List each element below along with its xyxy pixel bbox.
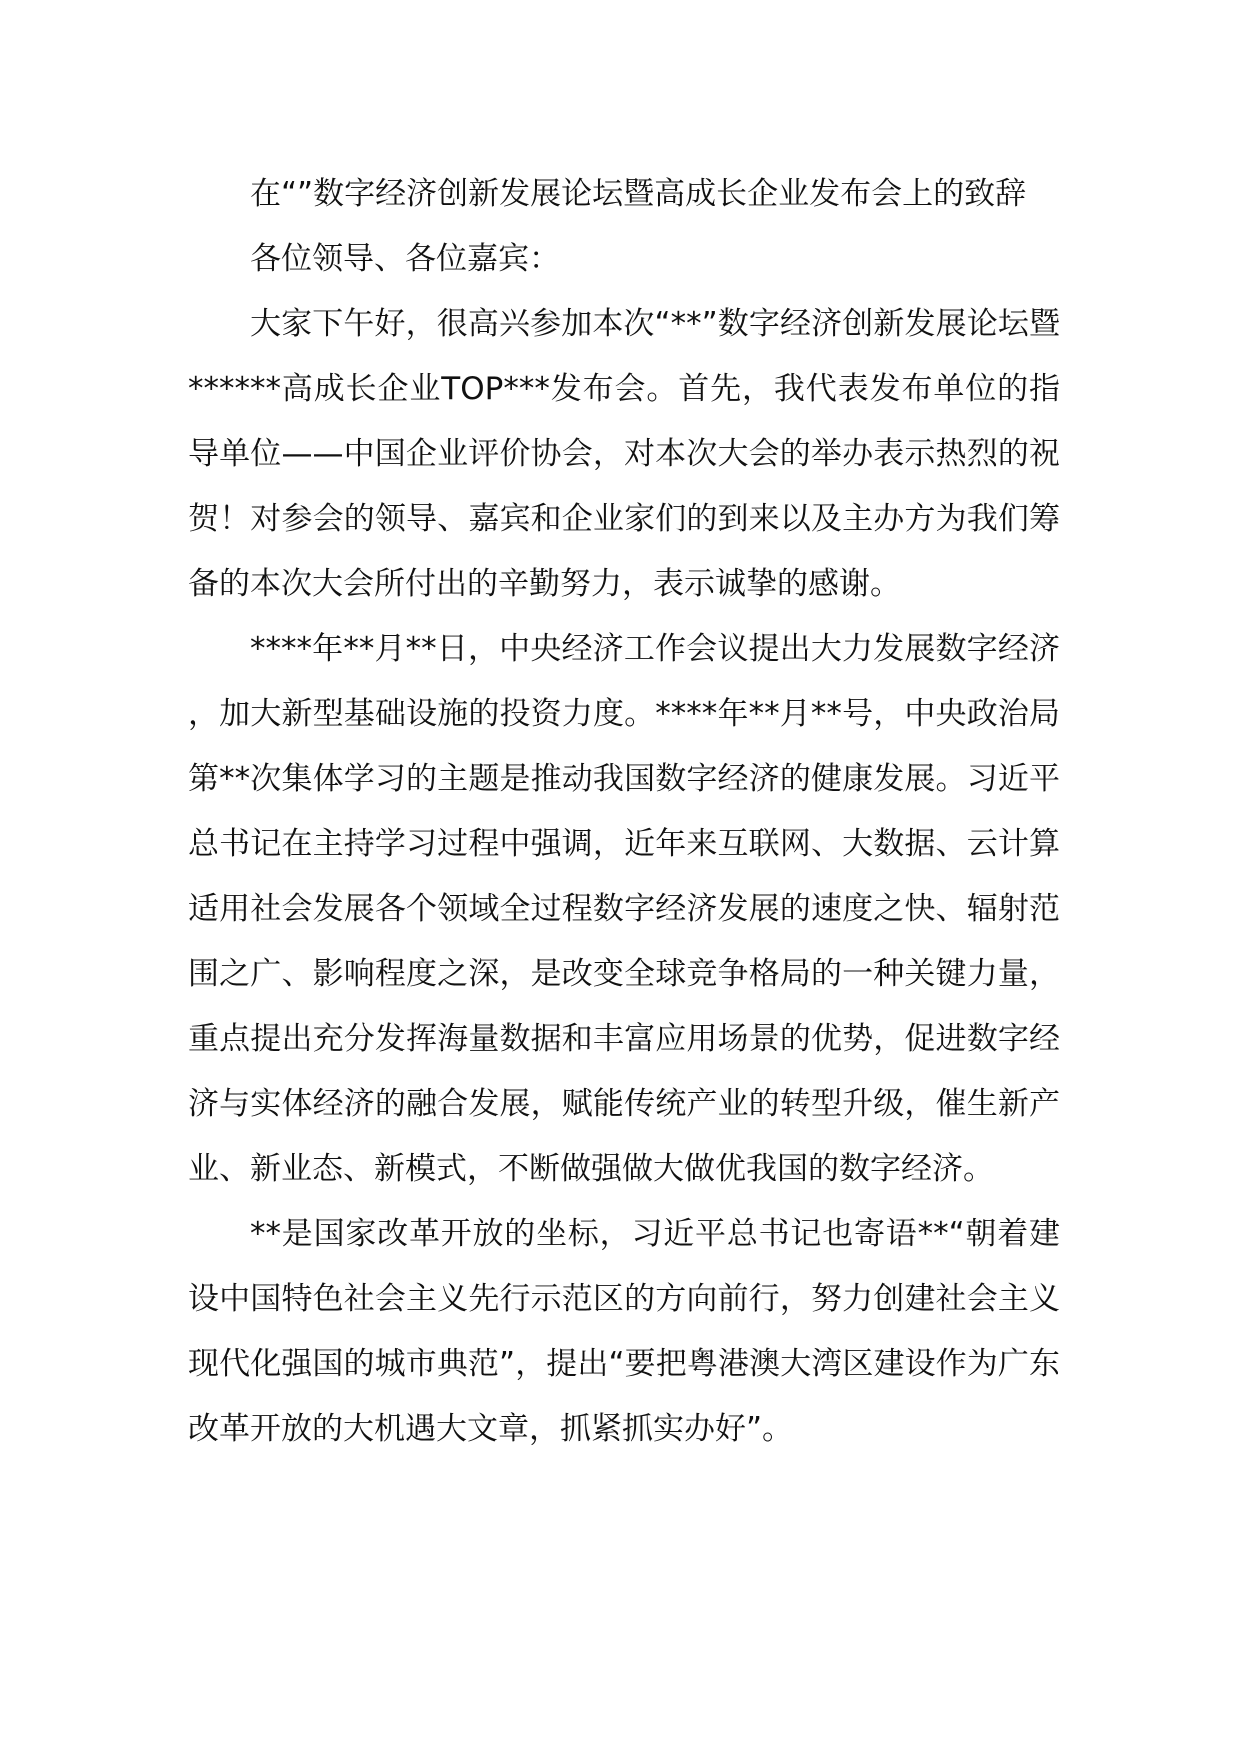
document-title: 在“”数字经济创新发展论坛暨高成长企业发布会上的致辞: [250, 176, 1027, 212]
paragraph-1: 大家下午好，很高兴参加本次“**”数字经济创新发展论坛暨******高成长企业TOP***发布会。首先，我代表发布单位的指导单位——中国企业评价协会，对本次大会的举办表示热烈的祝贺！对参会的领导、嘉宾和企业家们的到来以及主办方为我们筹备的本次大会所付出的辛勤努力，表示诚挚的感谢。: [188, 306, 1060, 602]
document-page: [188, 162, 1060, 1462]
paragraph-3: **是国家改革开放的坐标，习近平总书记也寄语**“朝着建设中国特色社会主义先行示范区的方向前行，努力创建社会主义现代化强国的城市典范”，提出“要把粤港澳大湾区建设作为广东改革开放的大机遇大文章，抓紧抓实办好”。: [188, 1216, 1060, 1447]
paragraph-2: ****年**月**日，中央经济工作会议提出大力发展数字经济，加大新型基础设施的投资力度。****年**月**号，中央政治局第**次集体学习的主题是推动我国数字经济的健康发展。习近平总书记在主持学习过程中强调，近年来互联网、大数据、云计算适用社会发展各个领域全过程数字经济发展的速度之快、辐射范围之广、影响程度之深，是改变全球竞争格局的一种关键力量，重点提出充分发挥海量数据和丰富应用场景的优势，促进数字经济与实体经济的融合发展，赋能传统产业的转型升级，催生新产业、新业态、新模式，不断做强做大做优我国的数字经济。: [188, 631, 1060, 1187]
salutation: 各位领导、各位嘉宾：: [250, 241, 560, 277]
